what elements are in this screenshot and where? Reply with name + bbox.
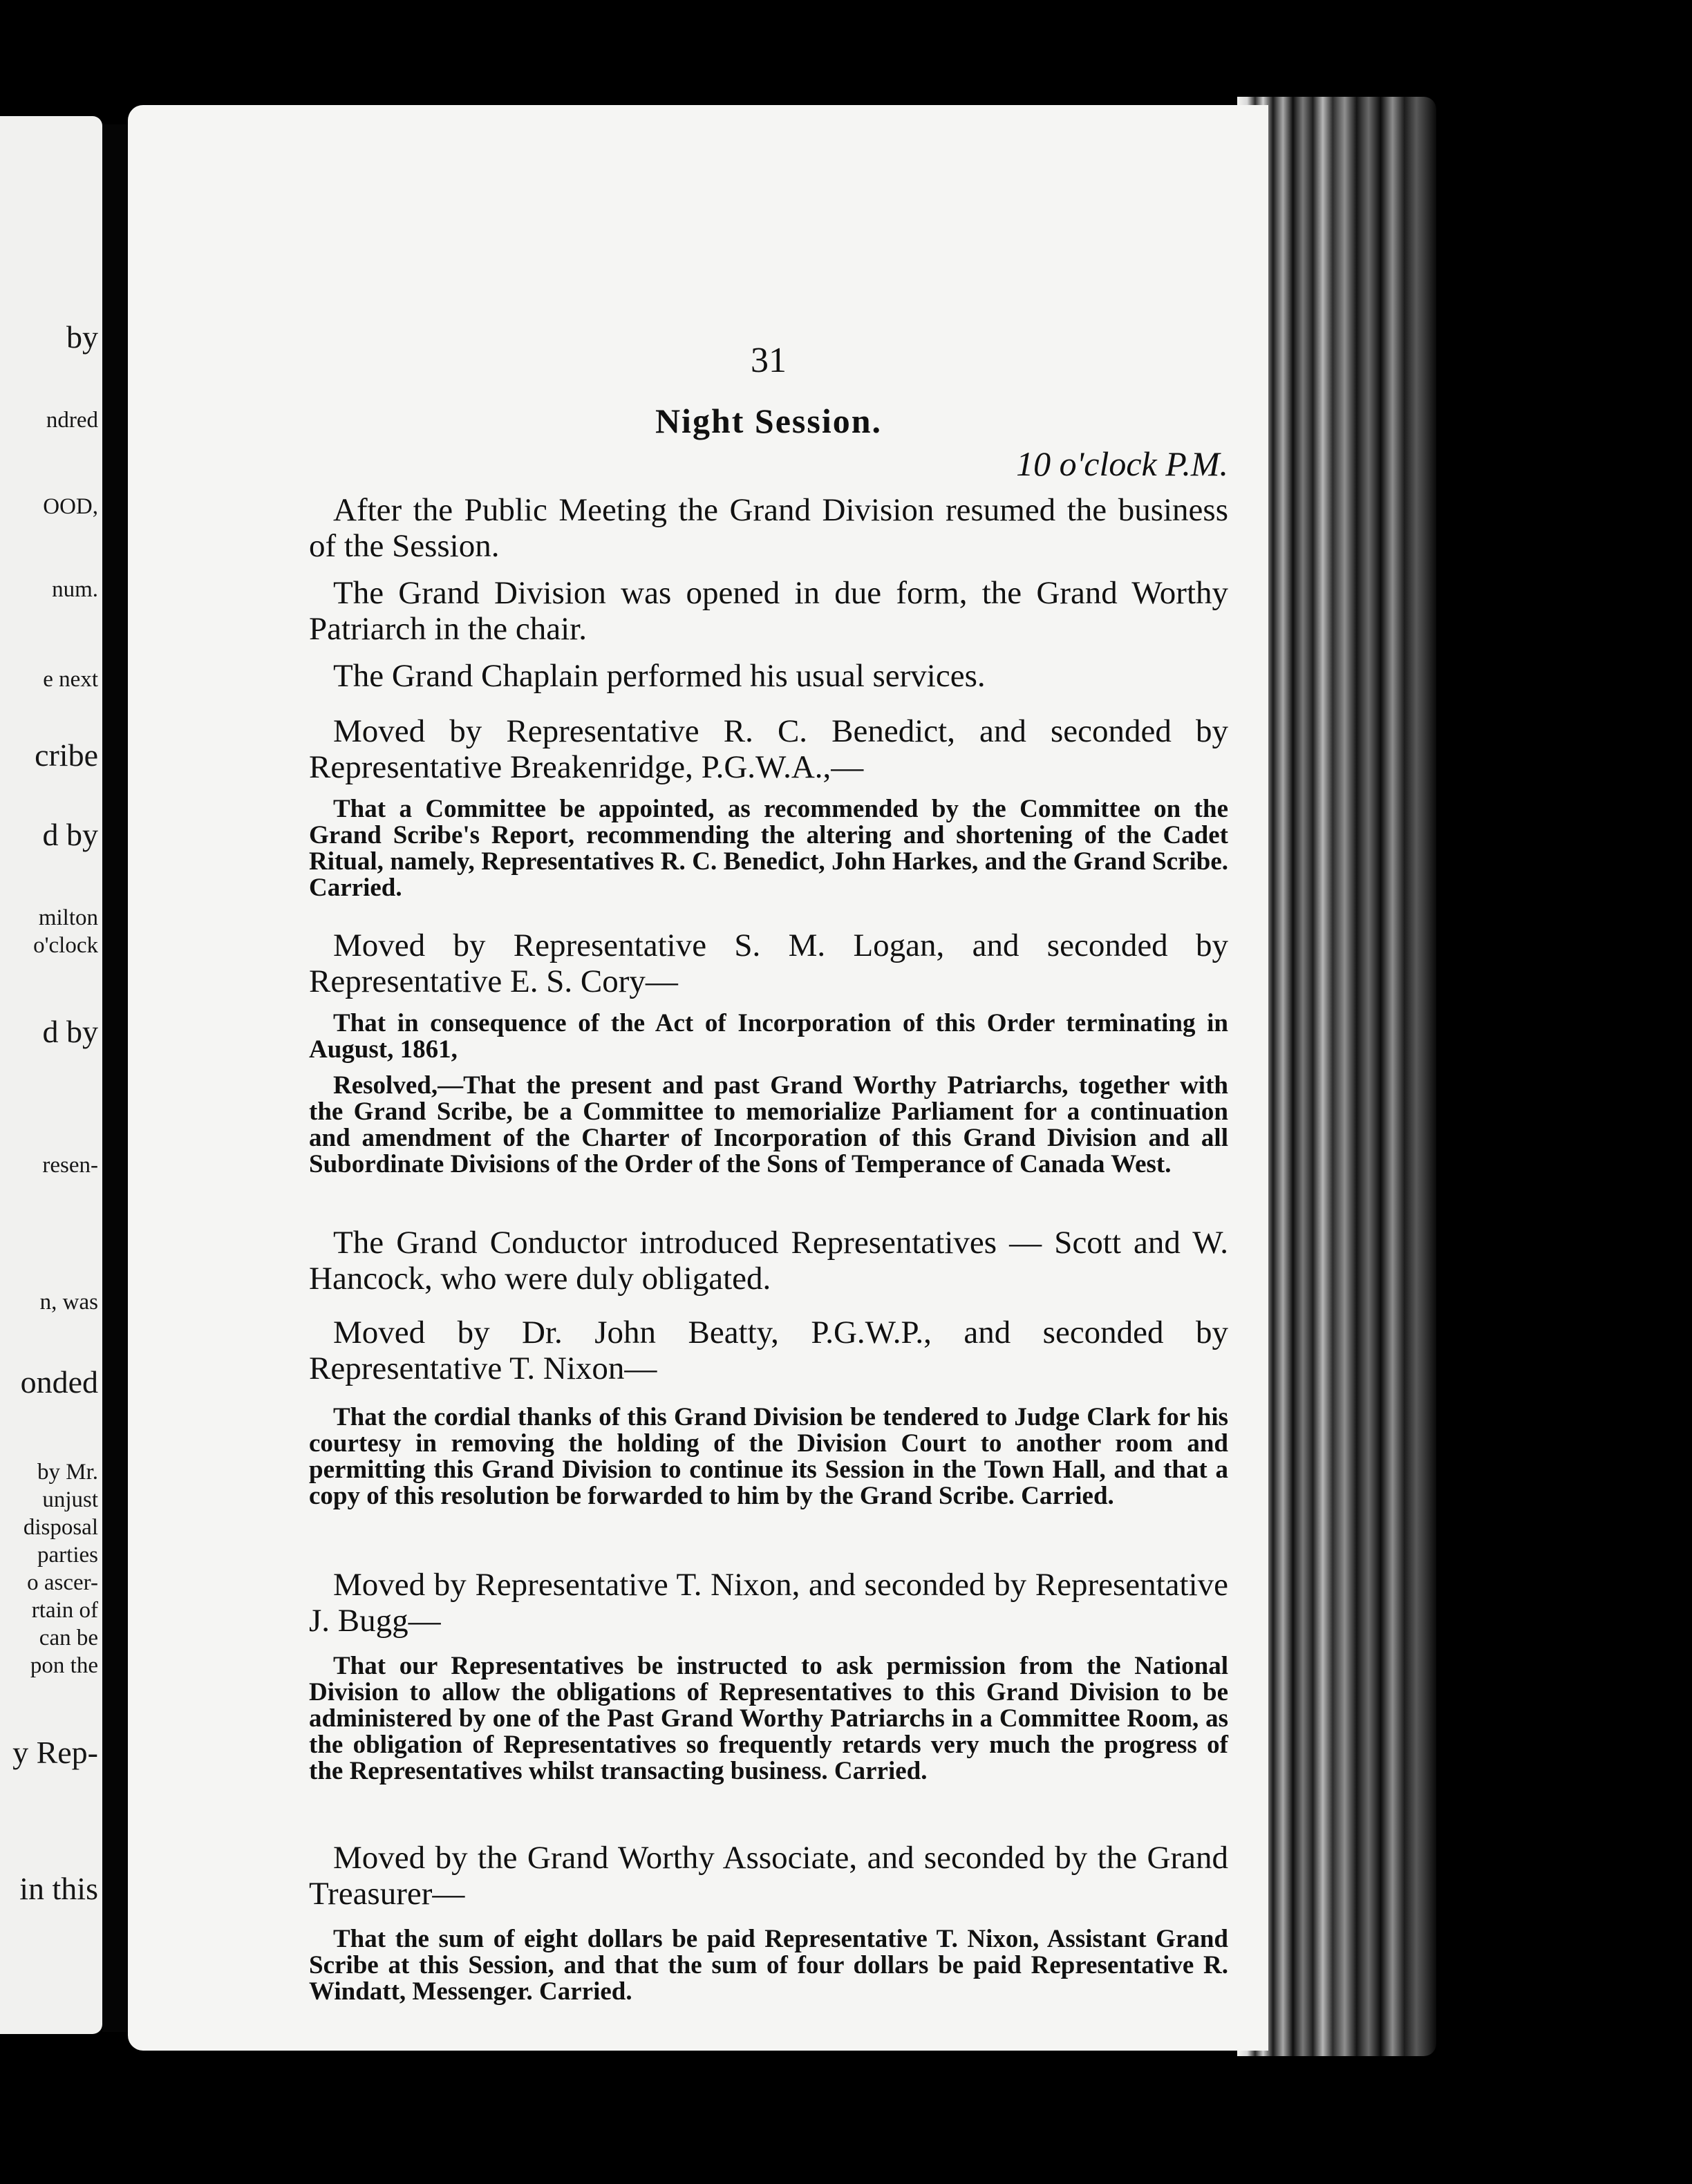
left-page-line: parties [37, 1543, 98, 1568]
resolution: That in consequence of the Act of Incorporation of this Order terminating in August, 1861, [309, 1009, 1228, 1064]
right-page [128, 105, 1268, 2051]
motion: Moved by Representative R. C. Benedict, and seconded by Representative Breakenridge, P.G.W.A.,— [309, 713, 1228, 785]
paragraph: The Grand Conductor introduced Representatives — Scott and W. Hancock, who were duly obligated. [309, 1225, 1228, 1297]
left-page-line: e next [43, 667, 98, 692]
left-page-line: by Mr. [37, 1460, 98, 1485]
left-page-line: unjust [42, 1487, 98, 1512]
paragraph: After the Public Meeting the Grand Division resumed the business of the Session. [309, 492, 1228, 564]
left-page-line: cribe [35, 737, 98, 773]
book-gutter [102, 124, 129, 2032]
motion: Moved by Representative T. Nixon, and seconded by Representative J. Bugg— [309, 1567, 1228, 1639]
left-page-line: d by [42, 1014, 98, 1049]
left-page-fragment [0, 116, 102, 2034]
left-page-line: milton [38, 905, 98, 930]
left-page-line: ndred [46, 408, 98, 433]
resolution: Resolved,—That the present and past Grand Worthy Patriarchs, together with the Grand Scribe, be a Committee to memorialize Parliament for a continuation and amendment of the Charter of Incorporation of this Grand Division and all Subordinate Divisions of the Order of the Sons of Temperance of Canada West. [309, 1071, 1228, 1178]
resolution: That the cordial thanks of this Grand Division be tendered to Judge Clark for his courtesy in removing the holding of the Division Court to another room and permitting this Grand Division to continue its Session in the Town Hall, and that a copy of this resolution be forwarded to him by the Grand Scribe. Carried. [309, 1403, 1228, 1510]
left-page-line: OOD, [43, 494, 98, 519]
left-page-line: by [66, 319, 98, 355]
left-page-line: o'clock [33, 933, 98, 958]
left-page-line: y Rep- [12, 1735, 98, 1770]
page-number: 31 [751, 341, 787, 380]
motion: Moved by Dr. John Beatty, P.G.W.P., and seconded by Representative T. Nixon— [309, 1315, 1228, 1386]
resolution: That a Committee be appointed, as recommended by the Committee on the Grand Scribe's Report, recommending the altering and shortening of the Cadet Ritual, namely, Representatives R. C. Benedict, John Harkes, and the Grand Scribe. Carried. [309, 795, 1228, 902]
resolution: That our Representatives be instructed to ask permission from the National Division to allow the obligations of Representatives to this Grand Division to be administered by one of the Past Grand Worthy Patriarchs in a Committee Room, as the obligation of Representatives so frequently retards very much the progress of the Representatives whilst transacting business. Carried. [309, 1652, 1228, 1785]
left-page-line: onded [20, 1364, 98, 1400]
left-page-line: in this [19, 1871, 98, 1906]
paragraph: The Grand Chaplain performed his usual services. [333, 658, 986, 694]
motion: Moved by the Grand Worthy Associate, and seconded by the Grand Treasurer— [309, 1840, 1228, 1912]
left-page-line: n, was [39, 1290, 98, 1315]
left-page-line: num. [52, 577, 98, 602]
paragraph: The Grand Division was opened in due form, the Grand Worthy Patriarch in the chair. [309, 575, 1228, 647]
left-page-line: d by [42, 817, 98, 852]
section-title: Night Session. [655, 402, 883, 440]
left-page-line: can be [39, 1626, 98, 1650]
left-page-line: rtain of [31, 1598, 98, 1623]
left-page-line: resen- [42, 1153, 98, 1178]
left-page-line: disposal [23, 1515, 98, 1540]
resolution: That the sum of eight dollars be paid Representative T. Nixon, Assistant Grand Scribe at this Session, and that the sum of four dollars be paid Representative R. Windatt, Messenger. Carried. [309, 1925, 1228, 2006]
session-time: 10 o'clock P.M. [1016, 444, 1228, 483]
left-page-line: o ascer- [27, 1570, 98, 1595]
motion: Moved by Representative S. M. Logan, and seconded by Representative E. S. Cory— [309, 928, 1228, 999]
left-page-line: pon the [30, 1653, 98, 1678]
